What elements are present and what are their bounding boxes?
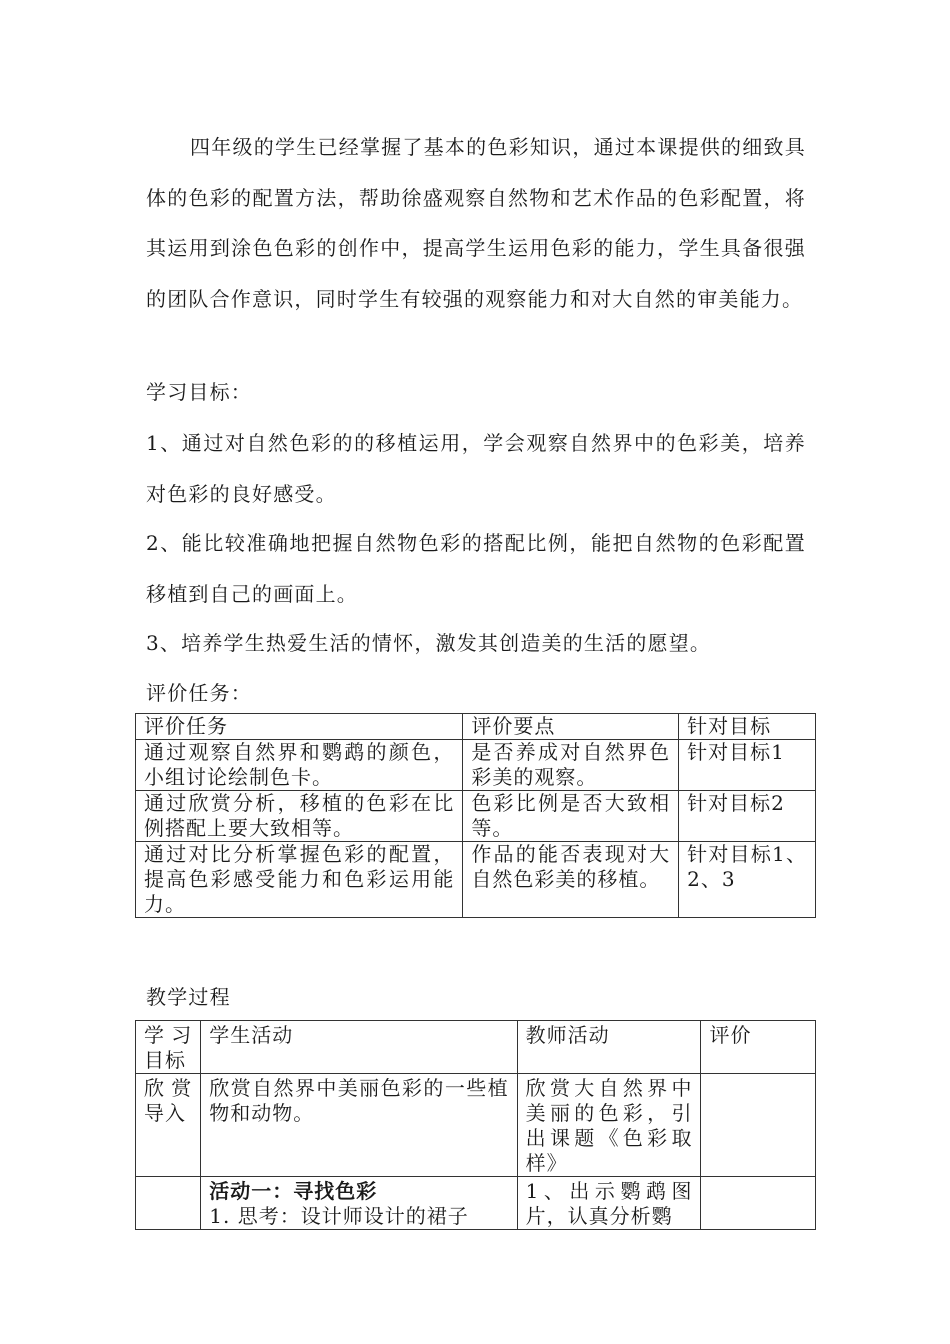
table-row [136,1074,816,1177]
eval-task-cell: 通过欣赏分析，移植的色彩在比例搭配上要大致相等。 [136,791,463,842]
table-header-row [136,1021,816,1074]
header-cell-points: 评价要点 [463,714,679,740]
intro-paragraph: 四年级的学生已经掌握了基本的色彩知识，通过本课提供的细致具体的色彩的配置方法，帮助徐盛观察自然物和艺术作品的色彩配置，将其运用到涂色色彩的创作中，提高学生运用色彩的能力，学生具备很强的团队合作意识，同时学生有较强的观察能力和对大自然的审美能力。 [146,135,806,311]
evaluation-table [135,713,816,918]
process-goal-cell: 欣赏导入 [136,1074,201,1177]
process-table [135,1020,816,1230]
eval-points-cell: 是否养成对自然界色彩美的观察。 [463,740,679,791]
table-row [136,740,816,791]
process-student-cell: 欣赏自然界中美丽色彩的一些植物和动物。 [201,1074,517,1177]
goal-item-2: 2、能比较准确地把握自然物色彩的搭配比例，能把自然物的色彩配置移植到自己的画面上。 [146,531,806,606]
process-eval-cell [701,1074,816,1177]
table-row [136,1177,816,1230]
eval-target-cell: 针对目标1、2、3 [679,842,816,918]
header-cell-teacher: 教师活动 [517,1021,701,1074]
header-cell-target: 针对目标 [679,714,816,740]
goals-heading: 学习目标： [146,380,252,404]
eval-task-cell: 通过对比分析掌握色彩的配置，提高色彩感受能力和色彩运用能力。 [136,842,463,918]
table-row [136,791,816,842]
eval-target-cell: 针对目标1 [679,740,816,791]
eval-points-cell: 色彩比例是否大致相等。 [463,791,679,842]
table-header-row [136,714,816,740]
header-cell-student: 学生活动 [201,1021,517,1074]
header-cell-goal: 学习目标 [136,1021,201,1074]
goal-item-1: 1、通过对自然色彩的的移植运用，学会观察自然界中的色彩美，培养对色彩的良好感受。 [146,431,806,506]
eval-task-cell: 通过观察自然界和鹦鹉的颜色，小组讨论绘制色卡。 [136,740,463,791]
process-goal-cell [136,1177,201,1230]
activity-text: 1. 思考：设计师设计的裙子 [209,1204,469,1228]
process-teacher-cell: 1、出示鹦鹉图片，认真分析鹦 [517,1177,701,1230]
table-row [136,842,816,918]
process-eval-cell [701,1177,816,1230]
process-teacher-cell: 欣赏大自然界中美丽的色彩，引出课题《色彩取样》 [517,1074,701,1177]
process-student-cell [201,1177,517,1230]
goal-item-3: 3、培养学生热爱生活的情怀，激发其创造美的生活的愿望。 [146,631,712,655]
eval-target-cell: 针对目标2 [679,791,816,842]
eval-points-cell: 作品的能否表现对大自然色彩美的移植。 [463,842,679,918]
header-cell-task: 评价任务 [136,714,463,740]
evaluation-heading: 评价任务： [146,681,252,705]
header-cell-eval: 评价 [701,1021,816,1074]
process-heading: 教学过程 [146,985,231,1009]
activity-title: 活动一：寻找色彩 [209,1179,378,1203]
